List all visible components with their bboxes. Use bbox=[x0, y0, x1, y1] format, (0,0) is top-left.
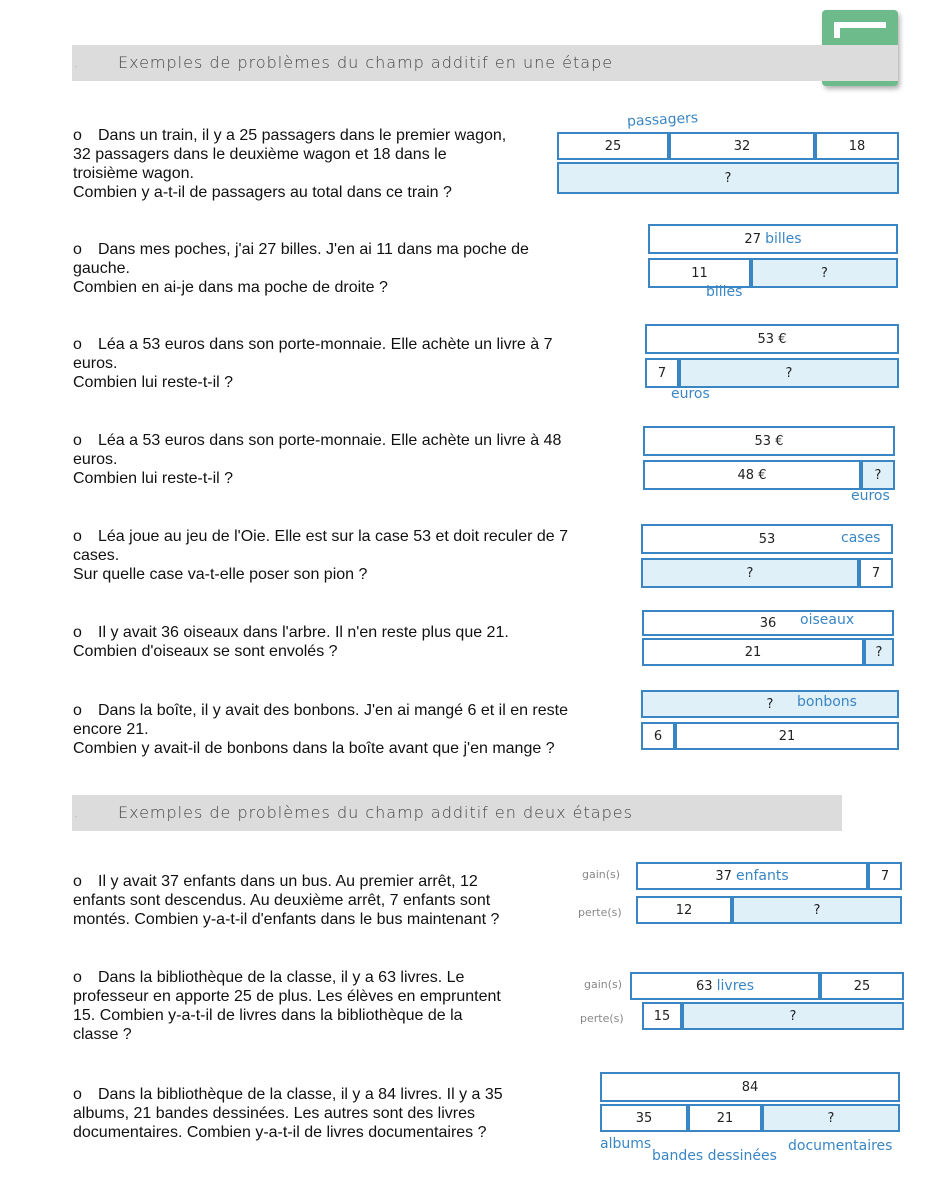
gain-label: gain(s) bbox=[584, 978, 623, 991]
problem-8: o Il y avait 37 enfants dans un bus. Au premier arrêt, 12 enfants sont descendus. Au deuxième arrêt, 7 enfants sont montés. Combien y-a-t-il d'enfants dans le bus maintenant ? bbox=[73, 873, 500, 928]
bar-total: 37 enfants bbox=[636, 862, 868, 890]
bar-model-10 bbox=[598, 1070, 903, 1170]
problem-5: o Léa joue au jeu de l'Oie. Elle est sur la case 53 et doit reculer de 7 cases. Sur quelle case va-t-elle poser son pion ? bbox=[73, 528, 569, 583]
section-title: Exemples de problèmes du champ additif en deux étapes bbox=[118, 803, 633, 822]
problem-10: o Dans la bibliothèque de la classe, il y a 84 livres. Il y a 35 albums, 21 bandes dessinées. Les autres sont des livres documentaires. Combien y-a-t-il de livres documentaires ? bbox=[73, 1086, 503, 1141]
bar-model-9 bbox=[580, 970, 905, 1034]
bar-model-4 bbox=[641, 424, 900, 508]
unit-label: euros bbox=[851, 488, 890, 504]
problem-3: o Léa a 53 euros dans son porte-monnaie. Elle achète un livre à 7 euros. Combien lui reste-t-il ? bbox=[73, 336, 553, 391]
bullet-marker: o bbox=[73, 127, 82, 144]
bar-unknown-total: ? bbox=[641, 690, 899, 718]
loss-label: perte(s) bbox=[580, 1012, 624, 1025]
bar-unknown: ? bbox=[641, 558, 859, 588]
bar-part: 21 bbox=[688, 1104, 762, 1132]
bar-part: 15 bbox=[642, 1002, 682, 1030]
problem-4: o Léa a 53 euros dans son porte-monnaie. Elle achète un livre à 48 euros. Combien lui reste-t-il ? bbox=[73, 432, 562, 487]
logo-corner-mark bbox=[834, 22, 886, 38]
bar-part: 7 bbox=[859, 558, 893, 588]
bar-part: 6 bbox=[641, 722, 675, 750]
problem-7: o Dans la boîte, il y avait des bonbons. J'en ai mangé 6 et il en reste encore 21. Combien y avait-il de bonbons dans la boîte avant que j'en mange ? bbox=[73, 702, 568, 757]
bar-part: 11 bbox=[648, 258, 751, 288]
problem-2: o Dans mes poches, j'ai 27 billes. J'en ai 11 dans ma poche de gauche. Combien en ai-je dans ma poche de droite ? bbox=[73, 241, 529, 296]
bar-unknown: ? bbox=[732, 896, 902, 924]
problem-6: o Il y avait 36 oiseaux dans l'arbre. Il n'en reste plus que 21. Combien d'oiseaux se sont envolés ? bbox=[73, 624, 509, 660]
bar-unknown: ? bbox=[751, 258, 898, 288]
section-header-one-step: . Exemples de problèmes du champ additif en une étape bbox=[72, 45, 898, 81]
bar-part: 25 bbox=[820, 972, 904, 1000]
unit-label: oiseaux bbox=[800, 612, 855, 628]
bar-total: 53 bbox=[641, 524, 893, 554]
bar-unknown: ? bbox=[762, 1104, 900, 1132]
section-title: Exemples de problèmes du champ additif en une étape bbox=[118, 53, 614, 72]
part-label: albums bbox=[600, 1136, 652, 1152]
problem-9: o Dans la bibliothèque de la classe, il y a 63 livres. Le professeur en apporte 25 de plus. Les élèves en empruntent 15. Combien y-a-t-il de livres dans la bibliothèque de la classe ? bbox=[73, 969, 501, 1043]
bar-unknown: ? bbox=[557, 162, 899, 194]
unit-label: bonbons bbox=[797, 694, 857, 710]
bar-total: 84 bbox=[600, 1072, 900, 1102]
bar-part: 12 bbox=[636, 896, 732, 924]
section-header-two-steps: . Exemples de problèmes du champ additif en deux étapes bbox=[72, 795, 842, 831]
problem-1: o Dans un train, il y a 25 passagers dans le premier wagon, 32 passagers dans le deuxième wagon et 18 dans le troisième wagon. Combien y a-t-il de passagers au total dans ce train ? bbox=[73, 127, 507, 201]
bar-model-1 bbox=[555, 110, 900, 198]
loss-label: perte(s) bbox=[578, 906, 622, 919]
bar-total: 36 bbox=[642, 610, 894, 636]
bar-model-2 bbox=[648, 222, 900, 304]
bar-total: 53 € bbox=[645, 324, 899, 354]
bar-part: 48 € bbox=[643, 460, 861, 490]
bar-total: 27 billes bbox=[648, 224, 898, 254]
bar-model-6 bbox=[640, 608, 898, 670]
unit-label: cases bbox=[841, 530, 881, 546]
bar-part: 35 bbox=[600, 1104, 688, 1132]
bar-part: 32 bbox=[669, 132, 815, 160]
bar-model-7 bbox=[639, 688, 901, 754]
bar-unknown: ? bbox=[861, 460, 895, 490]
unit-label: passagers bbox=[626, 110, 699, 130]
bar-unknown: ? bbox=[679, 358, 899, 388]
bar-unknown: ? bbox=[864, 638, 894, 666]
bar-part: 18 bbox=[815, 132, 899, 160]
bar-total: 53 € bbox=[643, 426, 895, 456]
bar-part: 25 bbox=[557, 132, 669, 160]
part-label: documentaires bbox=[788, 1138, 893, 1154]
bar-model-3 bbox=[643, 322, 901, 406]
unit-label: euros bbox=[671, 386, 710, 402]
bar-model-5 bbox=[639, 522, 895, 590]
bar-part: 21 bbox=[675, 722, 899, 750]
bar-unknown: ? bbox=[682, 1002, 904, 1030]
unit-label: billes bbox=[706, 284, 743, 300]
bar-part: 21 bbox=[642, 638, 864, 666]
bar-part: 7 bbox=[645, 358, 679, 388]
part-label: bandes dessinées bbox=[652, 1148, 777, 1164]
gain-label: gain(s) bbox=[582, 868, 621, 881]
bar-part: 7 bbox=[868, 862, 902, 890]
bar-total: 63 livres bbox=[630, 972, 820, 1000]
bar-model-8 bbox=[578, 858, 903, 930]
